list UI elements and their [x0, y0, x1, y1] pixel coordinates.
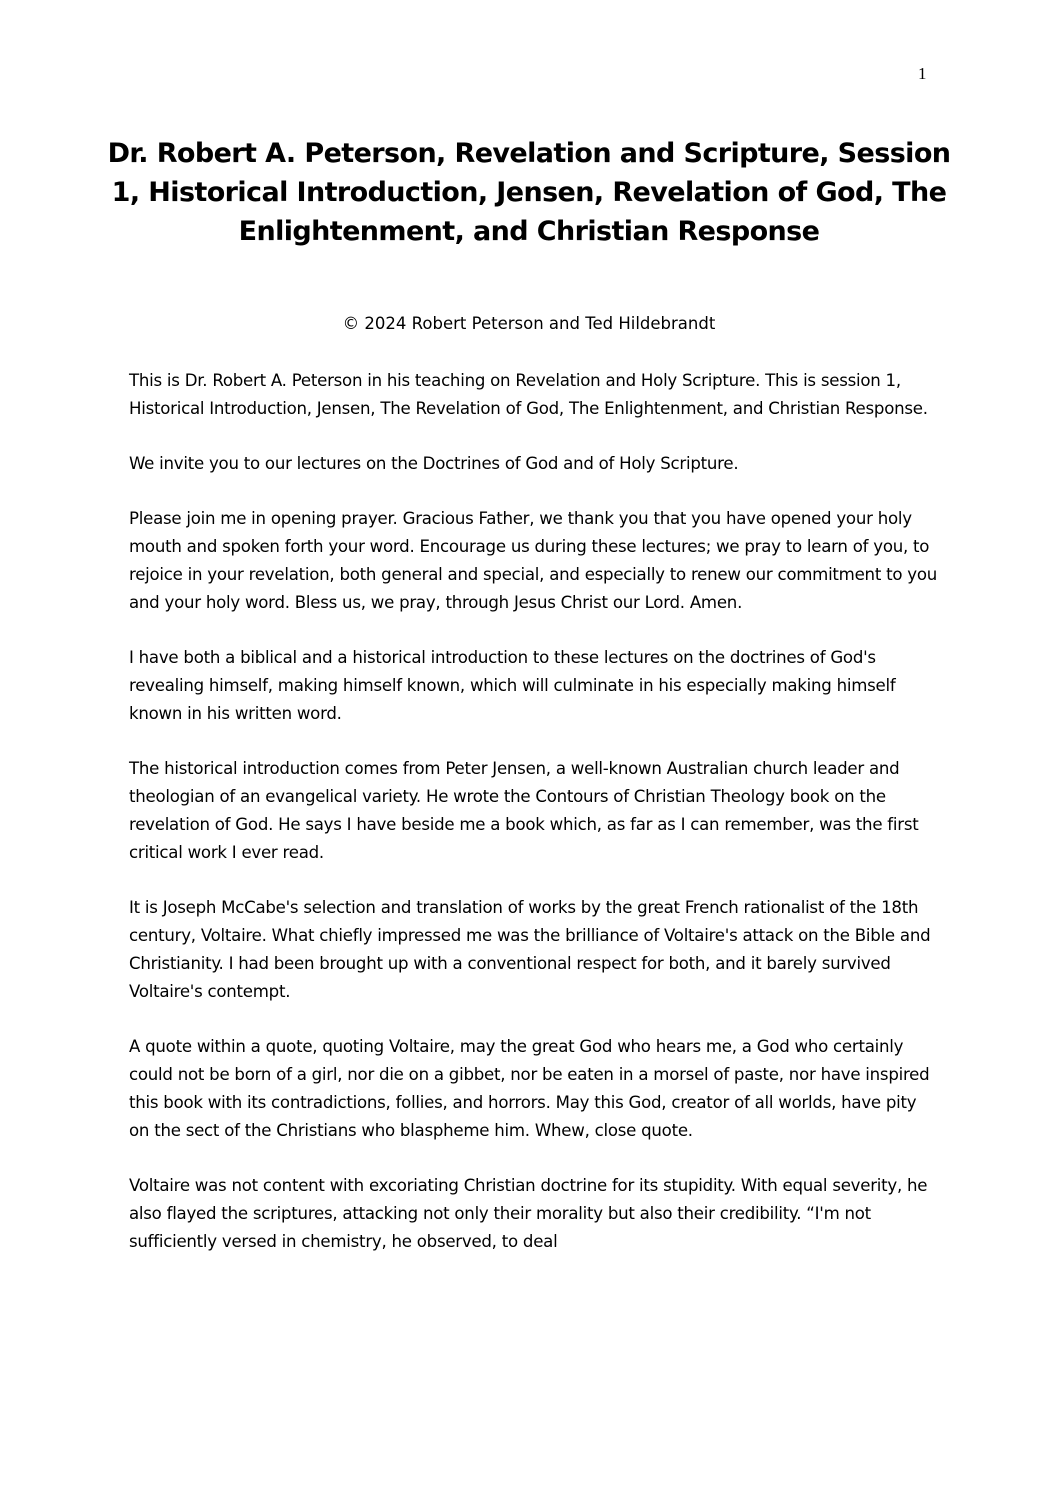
- document-body: [129, 367, 941, 1283]
- paragraph-mccabe: It is Joseph McCabe's selection and translation of works by the great French rationalist of the 18th century, Voltaire. What chiefly impressed me was the brilliance of Voltaire's attack on the Bible and Christianity. I had been brought up with a conventional respect for both, and it barely survived Voltaire's contempt.: [129, 898, 931, 1001]
- paragraph-intro: This is Dr. Robert A. Peterson in his teaching on Revelation and Holy Scripture. This is session 1, Historical Introduction, Jensen, The Revelation of God, The Enlightenment, and Christian Response.: [129, 371, 928, 418]
- paragraph-introduction-overview: I have both a biblical and a historical introduction to these lectures on the doctrines of God's revealing himself, making himself known, which will culminate in his especially making himself known in his written word.: [129, 648, 896, 723]
- paragraph-jensen: The historical introduction comes from Peter Jensen, a well-known Australian church leader and theologian of an evangelical variety. He wrote the Contours of Christian Theology book on the revelation of God. He says I have beside me a book which, as far as I can remember, was the first critical work I ever read.: [129, 759, 919, 862]
- copyright-line: © 2024 Robert Peterson and Ted Hildebrandt: [342, 314, 716, 333]
- document-title: Dr. Robert A. Peterson, Revelation and Scripture, Session 1, Historical Introduction, Jensen, Revelation of God, The Enlightenment, and Christian Response: [107, 138, 951, 247]
- paragraph-invitation: We invite you to our lectures on the Doctrines of God and of Holy Scripture.: [129, 454, 739, 473]
- paragraph-voltaire-scriptures: Voltaire was not content with excoriating Christian doctrine for its stupidity. With equal severity, he also flayed the scriptures, attacking not only their morality but also their credibility. “I'm not sufficiently versed in chemistry, he observed, to deal: [129, 1176, 928, 1251]
- page-number: 1: [918, 64, 927, 83]
- paragraph-prayer: Please join me in opening prayer. Gracious Father, we thank you that you have opened your holy mouth and spoken forth your word. Encourage us during these lectures; we pray to learn of you, to rejoice in your revelation, both general and special, and especially to renew our commitment to you and your holy word. Bless us, we pray, through Jesus Christ our Lord. Amen.: [129, 509, 938, 612]
- paragraph-voltaire-quote: A quote within a quote, quoting Voltaire, may the great God who hears me, a God who certainly could not be born of a girl, nor die on a gibbet, nor be eaten in a morsel of paste, nor have inspired this book with its contradictions, follies, and horrors. May this God, creator of all worlds, have pity on the sect of the Christians who blaspheme him. Whew, close quote.: [129, 1037, 930, 1140]
